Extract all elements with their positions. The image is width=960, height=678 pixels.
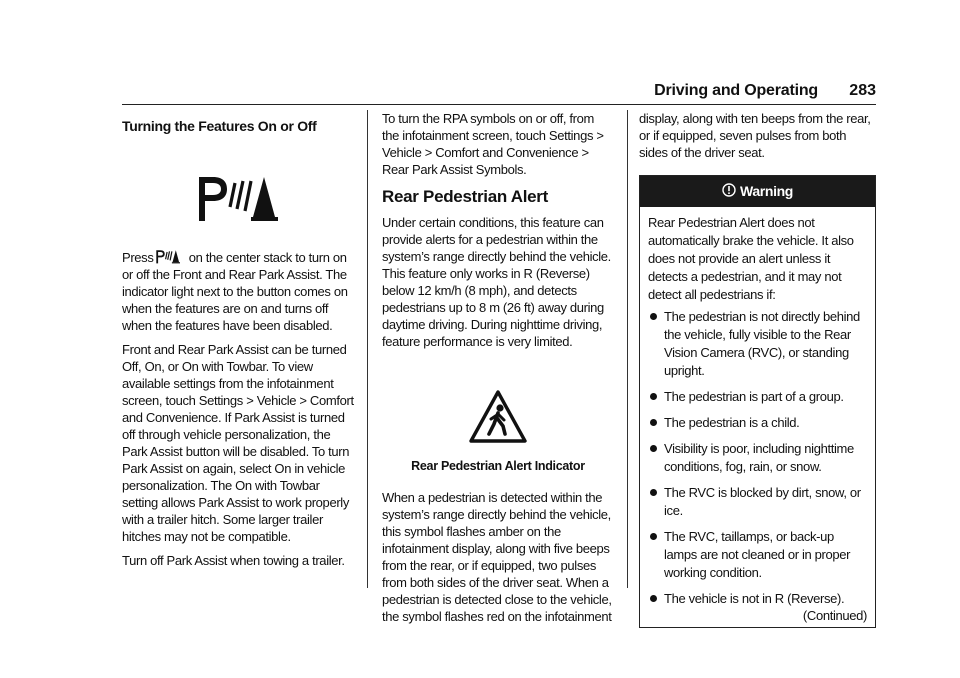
page-number: 283 xyxy=(849,82,876,99)
list-item: The RVC is blocked by dirt, snow, or ice. xyxy=(648,484,867,520)
column-2 xyxy=(382,110,614,632)
list-item: The vehicle is not in R (Reverse). xyxy=(648,590,867,608)
warning-body xyxy=(640,207,875,627)
list-item: The pedestrian is part of a group. xyxy=(648,388,867,406)
paragraph-press: Press on the center stack to turn on or off the Front and Rear Park Assist. The indicator light next to the button comes on when the features are on and turns off when the features have been disabled. xyxy=(122,250,348,333)
page-header xyxy=(122,82,876,105)
warning-list xyxy=(648,308,867,608)
pedestrian-alert-icon xyxy=(467,388,529,446)
paragraph-rpa-description: Under certain conditions, this feature can provide alerts for a pedestrian within the system’s range directly behind the vehicle. This feature only works in R (Reverse) below 12 km/h (8 mph), and detects pedestrians up to 8 m (26 ft) away during daytime driving. During nighttime driving, feature performance is very limited. xyxy=(382,215,611,349)
heading-rear-pedestrian-alert: Rear Pedestrian Alert xyxy=(382,187,548,206)
warning-box xyxy=(639,175,876,628)
paragraph-continued: display, along with ten beeps from the rear, or if equipped, seven pulses from both sides of the driver seat. xyxy=(639,111,871,160)
column-3 xyxy=(639,110,876,628)
paragraph-rpa-symbols: To turn the RPA symbols on or off, from the infotainment screen, touch Settings > Vehicle > Comfort and Convenience > Rear Park Assist Symbols. xyxy=(382,111,604,177)
column-1 xyxy=(122,110,354,576)
list-item: Visibility is poor, including nighttime conditions, fog, rain, or snow. xyxy=(648,440,867,476)
warning-header xyxy=(640,176,875,207)
paragraph-detection: When a pedestrian is detected within the system’s range directly behind the vehicle, this symbol flashes amber on the infotainment display, along with five beeps from the rear, or if equipped, two pulses from both sides of the driver seat. When a pedestrian is detected close to the vehicle, the symbol flashes red on the infotainment xyxy=(382,490,612,624)
paragraph-settings: Front and Rear Park Assist can be turned Off, On, or On with Towbar. To view available settings from the infotainment screen, touch Settings > Vehicle > Comfort and Convenience. If Park Assist is turned off through vehicle personalization, the Park Assist button will be disabled. To turn Park Assist on again, select On in vehicle personalization. The On with Towbar setting allows Park Assist to work properly with a trailer hitch. Some larger trailer hitches may not be compatible. xyxy=(122,342,354,544)
column-divider xyxy=(627,110,628,588)
list-item: The pedestrian is a child. xyxy=(648,414,867,432)
column-divider xyxy=(367,110,368,588)
paragraph-towing: Turn off Park Assist when towing a trailer. xyxy=(122,553,345,568)
continued-label: (Continued) xyxy=(802,608,867,623)
warning-icon xyxy=(722,183,736,197)
park-assist-icon xyxy=(195,173,281,223)
park-assist-inline-icon xyxy=(153,249,183,264)
section-title: Driving and Operating xyxy=(654,82,818,99)
heading-turning-features: Turning the Features On or Off xyxy=(122,118,317,134)
list-item: The pedestrian is not directly behind the vehicle, fully visible to the Rear Vision Camera (RVC), or standing upright. xyxy=(648,308,867,380)
warning-intro: Rear Pedestrian Alert does not automatically brake the vehicle. It also does not provide an alert unless it detects a pedestrian, and it may not detect all pedestrians if: xyxy=(648,215,854,302)
list-item: The RVC, taillamps, or back-up lamps are not cleaned or in proper working condition. xyxy=(648,528,867,582)
warning-title: Warning xyxy=(739,183,794,199)
figure-caption: Rear Pedestrian Alert Indicator xyxy=(411,459,585,473)
